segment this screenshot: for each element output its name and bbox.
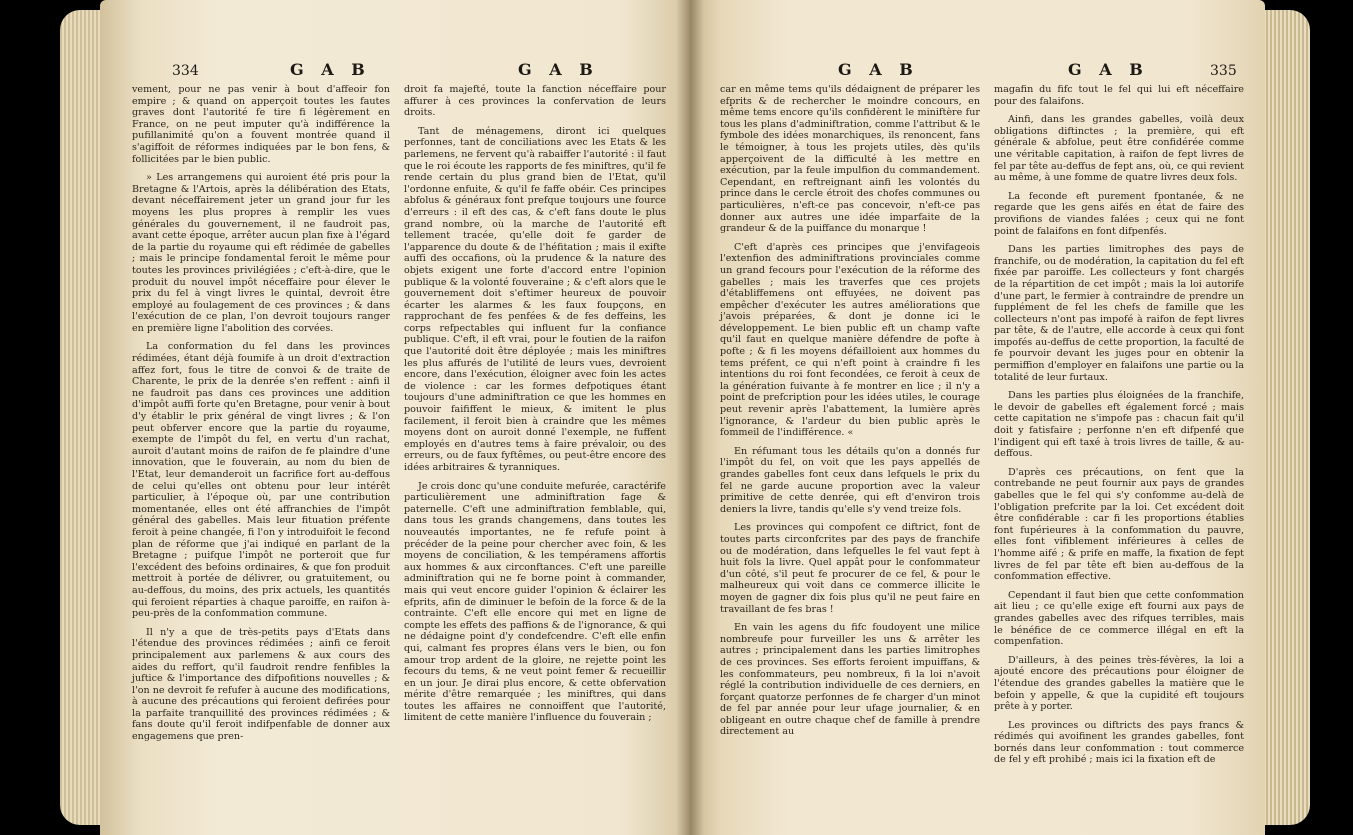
- paragraph: La feconde eft purement fpontanée, & ne regarde que les gens aifés en état de faire des provifions de viandes falées ; ceux qui ne font point de falaifons en font difpenfés.: [994, 190, 1244, 237]
- right-headword-1: G A B: [838, 60, 919, 79]
- paragraph: Ainfi, dans les grandes gabelles, voilà deux obligations diftinctes ; la première, qui eft générale & abfolue, peut être confidérée comme une véritable capitation, à raifon de fept livres de fel par tête au-deffus de fept ans, où, ce qui revient au même, à une fomme de quatre livres deux fols.: [994, 114, 1245, 184]
- left-column-2: [404, 84, 666, 731]
- paragraph: Dans les parties limitrophes des pays de franchife, ou de modération, la capitation du fel eft fixée par paroiffe. Les collecteurs y font chargés de la répartition de cet impôt ; mais la loi autorife d'une part, le fermier à contraindre de prendre un fupplément de fel les chefs de famille que les collecteurs n'ont pas impofé à raifon de fept livres par tête, & de l'autre, elle accorde à ceux qui font impofés au-deffus de cette proportion, la faculté de fe pourvoir devant les juges pour en obtenir la permiffion d'employer en falaifons une partie ou la totalité de leur furtaux.: [994, 244, 1244, 383]
- right-page-number: 335: [1210, 63, 1237, 79]
- paragraph: Tant de ménagemens, diront ici quelques perfonnes, tant de conciliations avec les Etats & les parlemens, ne fervent qu'à rabaiffer l'autorité : il faut que le roi écoute les rapports de fes miniftres, qu'il fe rende certain du plus grand bien de l'Etat, qu'il l'ordonne enfuite, & qu'il fe faffe obéir. Ces principes abfolus & généraux font prefque toujours une fource d'erreurs : il eft des cas, & c'eft fans doute le plus grand nombre, où la marche de l'autorité eft tellement tracée, qu'elle doit fe garder de l'apparence du doute & de l'héfitation ; mais il exifte auffi des occafions, où la prudence & la nature des objets exigent une forte d'accord entre l'opinion publique & la volonté fouveraine ; & c'eft alors que le gouvernement doit s'eftimer heureux de pouvoir écarter les alarmes & les faux foupçons, en rapprochant de fes penfées & de fes deffeins, les corps refpectables qui influent fur la confiance publique. C'eft, il eft vrai, pour le foutien de la raifon que l'autorité doit être déployée ; mais les miniftres les plus affurés de l'utilité de leurs vues, devroient encore, dans l'exécution, éloigner avec foin les actes de violence : car les formes defpotiques étant toujours d'une adminiftration ce que les hommes en pouvoir faififfent le mieux, & imitent le plus facilement, il feroit bien à craindre que les mêmes moyens dont on auroit donné l'exemple, ne fuffent employés en d'autres tems à faire prévaloir, ou des erreurs, ou de faux fyftêmes, ou peut-être encore des idées arbitraires & tyranniques.: [404, 125, 666, 473]
- paragraph: vement, pour ne pas venir à bout d'affeoir fon empire ; & quand on apperçoit toutes les fautes graves dont l'autorité fe tire fi légèrement en France, on ne peut imputer qu'à indifférence la pufillanimité qu'on a fouvent montrée quand il s'agiffoit de réformes indiquées par le bon fens, & follicitées par le bien public.: [132, 84, 390, 165]
- paragraph: En réfumant tous les détails qu'on a donnés fur l'impôt du fel, on voit que les pays appellés de grandes gabelles font ceux dans lefquels le prix du fel ne garde aucune proportion avec la valeur primitive de cette denrée, qui eft d'environ trois deniers la livre, tandis qu'elle s'y vend treize fols.: [720, 445, 980, 515]
- left-column-1: [132, 84, 390, 750]
- right-page: [690, 0, 1265, 835]
- left-headword-2: G A B: [518, 60, 599, 79]
- paragraph: Les provinces qui compofent ce diftrict, font de toutes parts circonfcrites par des pays de franchife ou de modération, dans lefquelles le fel vaut fept à huit fols la livre. Quel appât pour le confommateur d'un côté, s'il peut fe procurer de ce fel, & pour le malheureux qui voit dans ce commerce illicite le moyen de gagner dix fois plus qu'il ne peut faire en travaillant de fes bras !: [720, 522, 980, 615]
- left-page: [100, 0, 690, 835]
- paragraph: Dans les parties plus éloignées de la franchife, le devoir de gabelles eft également forcé ; mais cette capitation ne s'impofe pas : chacun fait qu'il doit y fatisfaire ; perfonne n'en eft difpenfé que l'indigent qui eft taxé à trois livres de taille, & au-deffous.: [994, 390, 1244, 460]
- left-page-edges: [60, 10, 105, 825]
- paragraph: Cependant il faut bien que cette confommation ait lieu ; ce qu'elle exige eft fourni aux pays de grandes gabelles avec des rifques terribles, mais le bénéfice de ce commerce illégal en eft la compenfation.: [994, 589, 1244, 648]
- paragraph: La conformation du fel dans les provinces rédimées, étant déjà foumife à un droit d'extraction affez fort, fous le titre de convoi & de traite de Charente, le prix de la denrée s'en reffent : ainfi il ne faudroit pas dans ces provinces une addition d'impôt auffi forte qu'en Bretagne, pour venir à bout d'y établir le prix général de vingt livres ; & l'on peut obferver encore que la partie du royaume, exempte de l'impôt du fel, en vertu d'un rachat, auroit d'autant moins de raifon de fe plaindre d'une innovation, que le fouverain, au nom du bien de l'Etat, leur demanderoit un facrifice fort au-deffous de celui qu'elles ont obtenu pour leur intérêt particulier, à l'époque où, par une contribution momentanée, elles ont été affranchies de l'impôt général des gabelles. Mais leur fituation préfente feroit à peine changée, fi l'on y introduifoit le fecond plan de réforme que j'ai indiqué en parlant de la Bretagne ; puifque l'impôt ne porteroit que fur l'excédent des befoins ordinaires, & que fon produit mettroit à portée de délivrer, ou gratuitement, ou au-deffous, du moins, des prix actuels, les quantités qui feroient réparties à chaque paroiffe, en raifon à-peu-près de la confommation commune.: [132, 341, 390, 620]
- paragraph: Il n'y a que de très-petits pays d'Etats dans l'étendue des provinces rédimées ; ainfi ce feroit principalement aux parlemens & aux cours des aides du reffort, qu'il faudroit rendre fenfibles la juftice & l'importance des difpofitions nouvelles ; & l'on ne devroit fe refufer à aucune des modifications, à aucune des précautions qui feroient defirées pour la parfaite tranquillité des provinces rédimées ; & fans doute qu'il feroit indifpenfable de donner aux engagemens que pren-: [132, 626, 390, 743]
- left-headword-1: G A B: [290, 60, 371, 79]
- paragraph: » Les arrangemens qui auroient été pris pour la Bretagne & l'Artois, après la délibération des Etats, devant néceffairement jeter un grand jour fur les moyens les plus propres à remplir les vues générales du gouvernement, il ne faudroit pas, avant cette époque, arrêter aucun plan fixe à l'égard de la partie du royaume qui eft rédimée de gabelles ; mais le principe fondamental feroit le même pour toutes les provinces privilégiées ; c'eft-à-dire, que le produit du nouvel impôt néceffaire pour élever le prix du fel à vingt livres le quintal, devroit être employé au foulagement de ces provinces ; & dans l'exécution de ce plan, l'on devroit toujours ranger en première ligne l'abolition des corvées.: [132, 172, 390, 334]
- paragraph: En vain les agens du fifc foudoyent une milice nombreufe pour furveiller les uns & arrêter les autres ; principalement dans les parties limitrophes de ces provinces. Ses efforts feroient impuiffans, & les confommateurs, peu nombreux, fi la loi n'avoit réglé la contribution individuelle de ces derniers, en forçant quatorze perfonnes de fe charger d'un minot de fel par année pour leur ufage journalier, & en obligeant en outre chaque chef de famille à prendre directement au: [720, 622, 980, 738]
- right-column-2: [994, 84, 1244, 773]
- paragraph: magafin du fifc tout le fel qui lui eft néceffaire pour des falaifons.: [994, 84, 1244, 107]
- left-page-number: 334: [172, 63, 199, 79]
- paragraph: D'ailleurs, à des peines très-févères, la loi a ajouté encore des précautions pour éloigner de l'étendue des grandes gabelles la matière que le befoin y appelle, & que la cupidité eft toujours prête à y porter.: [994, 654, 1244, 713]
- right-column-1: [720, 84, 980, 745]
- paragraph: car en même tems qu'ils dédaignent de préparer les efprits & de rechercher le moindre concours, en même tems encore qu'ils confidèrent le miniftère fur tous les plans d'adminiftration, comme l'attribut & le fymbole des idées monarchiques, ils renoncent, fans le témoigner, à tous les projets utiles, dès qu'ils apperçoivent de la difficulté à les mettre en exécution, par la feule impulfion du commandement. Cependant, en reftreignant ainfi les volontés du prince dans le cercle étroit des chofes communes ou particulières, n'eft-ce pas concevoir, n'eft-ce pas donner aux autres une idée imparfaite de la grandeur & de la puiffance du monarque !: [720, 84, 980, 235]
- paragraph: D'après ces précautions, on fent que la contrebande ne peut fournir aux pays de grandes gabelles que le fel qui s'y confomme au-delà de l'obligation prefcrite par la loi. Cet excédent doit être confidérable : car fi les proportions établies font fupérieures à la confommation du pauvre, elles font vifiblement inférieures à celles de l'homme aifé ; & prife en maffe, la fixation de fept livres de fel par tête eft bien au-deffous de la confommation effective.: [994, 466, 1244, 583]
- right-headword-2: G A B: [1068, 60, 1149, 79]
- right-page-edges: [1260, 10, 1310, 825]
- book-gutter: [676, 0, 704, 835]
- paragraph: C'eft d'après ces principes que j'envifageois l'extenfion des adminiftrations provinciales comme un grand fecours pour l'exécution de la réforme des gabelles ; mais les traverfes que ces projets d'établiffemens ont effuyées, ne doivent pas empêcher d'exécuter les autres améliorations que j'avois préparées, & dont je donne ici le développement. Le bien public eft un champ vafte qu'il faut en quelque manière défendre de pofte à pofte ; & fi les moyens défailloient aux hommes du tems préfent, ce qui n'eft point à craindre fi les intentions du roi font fecondées, ce feroit à ceux de la génération fuivante à fe montrer en lice ; il n'y a point de prefcription pour les idées utiles, le courage peut revenir après l'abattement, la lumière après l'ignorance, & l'ardeur du bien public après le fommeil de l'indifférence. «: [720, 241, 980, 439]
- paragraph: droit fa majefté, toute la fanction néceffaire pour affurer à ces provinces la confervation de leurs droits.: [404, 84, 666, 119]
- paragraph: Les provinces ou diftricts des pays francs & rédimés qui avoifinent les grandes gabelles, font bornés dans leur confommation : tout commerce de fel y eft prohibé ; mais ici la fixation eft de: [994, 719, 1244, 766]
- paragraph: Je crois donc qu'une conduite mefurée, caractérife particulièrement une adminiftration fage & paternelle. C'eft une adminiftration femblable, qui, dans tous les grands changemens, dans toutes les nouveautés importantes, ne fe refufe point à précéder de la peine pour chercher avec foin, & les moyens de conciliation, & les tempéramens affortis aux hommes & aux circonftances. C'eft une pareille adminiftration qui ne fe borne point à commander, mais qui veut encore guider l'opinion & éclairer les efprits, afin de diminuer le befoin de la force & de la contrainte. C'eft elle encore qui met en ligne de compte les effets des paffions & de l'ignorance, & qui ne dédaigne point d'y condefcendre. C'eft elle enfin qui, calmant fes propres élans vers le bien, ou fon amour trop ardent de la gloire, ne rejette point les fecours du tems, & ne veut point femer & recueillir en un jour. Je dirai plus encore, & cette obfervation mérite d'être remarquée ; les miniftres, qui dans toutes les affaires ne connoiffent que l'autorité, limitent de cette manière l'influence du fouverain ;: [404, 480, 666, 724]
